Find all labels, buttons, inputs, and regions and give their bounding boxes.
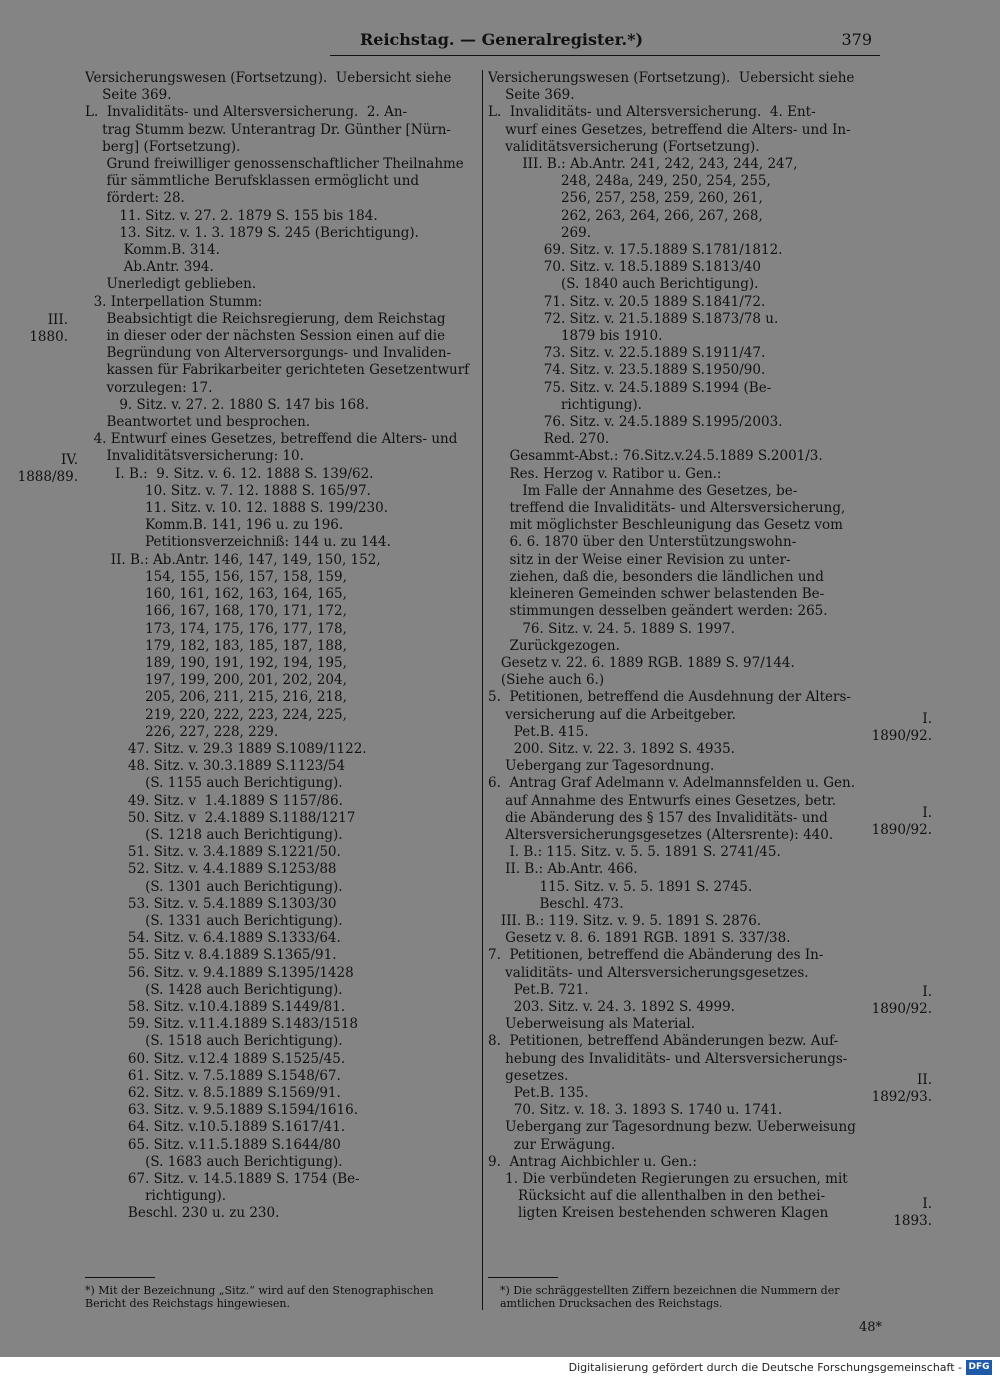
left-column-line: trag Stumm bezw. Unterantrag Dr. Günther [Nürn- bbox=[85, 121, 451, 138]
right-column-line: Ueberweisung als Material. bbox=[488, 1016, 696, 1033]
margin-note-right-1: I. 1890/92. bbox=[871, 711, 932, 744]
right-column-line: III. B.: Ab.Antr. 241, 242, 243, 244, 247, bbox=[488, 156, 798, 173]
left-column-line: 63. Sitz. v. 9.5.1889 S.1594/1616. bbox=[85, 1102, 358, 1119]
left-column-line: Komm.B. 141, 196 u. zu 196. bbox=[85, 517, 344, 534]
left-column-line: berg] (Fortsetzung). bbox=[85, 138, 241, 155]
right-column-line: 269. bbox=[488, 224, 592, 241]
left-column-line: 50. Sitz. v 2.4.1889 S.1188/1217 bbox=[85, 809, 356, 826]
left-column-line: fördert: 28. bbox=[85, 190, 185, 207]
right-column-line: 262, 263, 264, 266, 267, 268, bbox=[488, 207, 763, 224]
left-column-line: Versicherungswesen (Fortsetzung). Uebersicht siehe bbox=[85, 70, 452, 86]
right-column-line: validitäts- und Altersversicherungsgesetzes. bbox=[488, 964, 809, 981]
left-column-line: 4. Entwurf eines Gesetzes, betreffend die Alters- und bbox=[85, 431, 458, 448]
left-column-line: (S. 1428 auch Berichtigung). bbox=[85, 981, 343, 998]
right-column-line: 6. Antrag Graf Adelmann v. Adelmannsfelden u. Gen. bbox=[488, 775, 855, 792]
left-column-line: Ab.Antr. 394. bbox=[85, 259, 214, 276]
page-header bbox=[330, 28, 880, 52]
right-column-line: auf Annahme des Entwurfs eines Gesetzes, betr. bbox=[488, 792, 837, 809]
right-column-line: 248, 248a, 249, 250, 254, 255, bbox=[488, 173, 771, 190]
left-column-line: Invaliditätsversicherung: 10. bbox=[85, 448, 304, 465]
right-column-line: Pet.B. 721. bbox=[488, 981, 589, 998]
left-column-line: (S. 1218 auch Berichtigung). bbox=[85, 826, 343, 843]
left-column-line: 11. Sitz. v. 27. 2. 1879 S. 155 bis 184. bbox=[85, 207, 378, 224]
right-column-line: validitätsversicherung (Fortsetzung). bbox=[488, 138, 760, 155]
right-column-line: ziehen, daß die, besonders die ländlichen und bbox=[488, 568, 824, 585]
left-column-line: 64. Sitz. v.10.5.1889 S.1617/41. bbox=[85, 1119, 346, 1136]
right-column-line: Uebergang zur Tagesordnung. bbox=[488, 758, 715, 775]
left-column-line: 154, 155, 156, 157, 158, 159, bbox=[85, 568, 347, 585]
left-column-line: 10. Sitz. v. 7. 12. 1888 S. 165/97. bbox=[85, 482, 371, 499]
right-column-line: Rücksicht auf die allenthalben in den bethei- bbox=[488, 1188, 826, 1205]
left-column bbox=[85, 70, 475, 1223]
right-column-line: Pet.B. 135. bbox=[488, 1084, 589, 1101]
dfg-logo: DFG bbox=[966, 1360, 992, 1375]
left-column-line: Beantwortet und besprochen. bbox=[85, 414, 311, 431]
left-column-line: Grund freiwilliger genossenschaftlicher Theilnahme bbox=[85, 156, 464, 173]
right-column-line: gesetzes. bbox=[488, 1067, 569, 1084]
left-column-line: in dieser oder der nächsten Session einen auf die bbox=[85, 328, 446, 345]
right-column-line: Red. 270. bbox=[488, 431, 610, 448]
header-rule bbox=[330, 55, 880, 56]
left-column-line: I. B.: 9. Sitz. v. 6. 12. 1888 S. 139/62. bbox=[85, 465, 374, 482]
right-column-line: (S. 1840 auch Berichtigung). bbox=[488, 276, 759, 293]
left-column-line: 61. Sitz. v. 7.5.1889 S.1548/67. bbox=[85, 1067, 341, 1084]
left-column-line: (S. 1331 auch Berichtigung). bbox=[85, 912, 343, 929]
right-column-line: 72. Sitz. v. 21.5.1889 S.1873/78 u. bbox=[488, 310, 779, 327]
right-column-line: Zurückgezogen. bbox=[488, 637, 620, 654]
left-column-line: 160, 161, 162, 163, 164, 165, bbox=[85, 586, 347, 603]
right-column-line: Beschl. 473. bbox=[488, 895, 624, 912]
page-number: 379 bbox=[841, 30, 872, 49]
left-column-line: L. Invaliditäts- und Altersversicherung. 2. An- bbox=[85, 104, 408, 121]
right-column-line: 6. 6. 1870 über den Unterstützungswohn- bbox=[488, 534, 797, 551]
left-column-line: Petitionsverzeichniß: 144 u. zu 144. bbox=[85, 534, 391, 551]
left-column-line: 226, 227, 228, 229. bbox=[85, 723, 279, 740]
margin-note-right-4: II. 1892/93. bbox=[871, 1072, 932, 1105]
left-column-line: (S. 1301 auch Berichtigung). bbox=[85, 878, 343, 895]
right-column-line: Gesammt-Abst.: 76.Sitz.v.24.5.1889 S.2001/3. bbox=[488, 448, 823, 465]
right-column-line: Gesetz v. 22. 6. 1889 RGB. 1889 S. 97/144. bbox=[488, 654, 795, 671]
right-column-line: (Siehe auch 6.) bbox=[488, 672, 605, 689]
right-column-line: Gesetz v. 8. 6. 1891 RGB. 1891 S. 337/38. bbox=[488, 930, 791, 947]
left-column-line: 166, 167, 168, 170, 171, 172, bbox=[85, 603, 347, 620]
right-column-line: Pet.B. 415. bbox=[488, 723, 589, 740]
right-column-line: Res. Herzog v. Ratibor u. Gen.: bbox=[488, 465, 722, 482]
margin-note-right-3: I. 1890/92. bbox=[871, 984, 932, 1017]
left-column-line: 9. Sitz. v. 27. 2. 1880 S. 147 bis 168. bbox=[85, 396, 370, 413]
right-column-line: versicherung auf die Arbeitgeber. bbox=[488, 706, 736, 723]
footnote-right: *) Die schräggestellten Ziffern bezeichnen die Nummern der amtlichen Drucksachen des Reichstags. bbox=[500, 1284, 840, 1310]
left-column-line: Seite 369. bbox=[85, 87, 172, 104]
footnote-rule-left bbox=[85, 1277, 155, 1278]
right-column-line: 1879 bis 1910. bbox=[488, 328, 663, 345]
left-column-line: (S. 1683 auch Berichtigung). bbox=[85, 1153, 343, 1170]
margin-note-right-2: I. 1890/92. bbox=[871, 805, 932, 838]
left-column-line: 47. Sitz. v. 29.3 1889 S.1089/1122. bbox=[85, 740, 367, 757]
right-column-line: Im Falle der Annahme des Gesetzes, be- bbox=[488, 482, 798, 499]
right-column-line: 70. Sitz. v. 18. 3. 1893 S. 1740 u. 1741. bbox=[488, 1102, 783, 1119]
left-column-line: 60. Sitz. v.12.4 1889 S.1525/45. bbox=[85, 1050, 346, 1067]
right-column bbox=[488, 70, 878, 1223]
footer-credit: Digitalisierung gefördert durch die Deutsche Forschungsgemeinschaft - bbox=[568, 1361, 962, 1374]
margin-note-right-5: I. 1893. bbox=[893, 1196, 932, 1229]
right-column-line: mit möglichster Beschleunigung das Gesetz vom bbox=[488, 517, 843, 534]
right-column-line: III. B.: 119. Sitz. v. 9. 5. 1891 S. 2876. bbox=[488, 912, 762, 929]
left-column-line: 48. Sitz. v. 30.3.1889 S.1123/54 bbox=[85, 758, 346, 775]
left-column-line: (S. 1518 auch Berichtigung). bbox=[85, 1033, 343, 1050]
right-column-line: zur Erwägung. bbox=[488, 1136, 616, 1153]
left-column-line: 55. Sitz v. 8.4.1889 S.1365/91. bbox=[85, 947, 337, 964]
right-column-line: 5. Petitionen, betreffend die Ausdehnung der Alters- bbox=[488, 689, 851, 706]
footer-bar bbox=[0, 1357, 1000, 1379]
left-column-line: 13. Sitz. v. 1. 3. 1879 S. 245 (Berichtigung). bbox=[85, 224, 419, 241]
left-column-line: Beschl. 230 u. zu 230. bbox=[85, 1205, 280, 1222]
right-column-line: wurf eines Gesetzes, betreffend die Alters- und In- bbox=[488, 121, 851, 138]
right-column-line: 74. Sitz. v. 23.5.1889 S.1950/90. bbox=[488, 362, 766, 379]
left-column-line: Beabsichtigt die Reichsregierung, dem Reichstag bbox=[85, 310, 446, 327]
left-column-line: vorzulegen: 17. bbox=[85, 379, 213, 396]
right-column-line: II. B.: Ab.Antr. 466. bbox=[488, 861, 638, 878]
right-column-line: 71. Sitz. v. 20.5 1889 S.1841/72. bbox=[488, 293, 766, 310]
left-column-line: 197, 199, 200, 201, 202, 204, bbox=[85, 672, 347, 689]
signature-mark: 48* bbox=[858, 1320, 882, 1335]
right-column-line: L. Invaliditäts- und Altersversicherung. 4. Ent- bbox=[488, 104, 816, 121]
right-column-line: 70. Sitz. v. 18.5.1889 S.1813/40 bbox=[488, 259, 761, 276]
left-column-line: 52. Sitz. v. 4.4.1889 S.1253/88 bbox=[85, 861, 337, 878]
margin-note-left-1: III. 1880. bbox=[29, 312, 68, 345]
right-column-line: Seite 369. bbox=[488, 87, 575, 104]
left-column-line: 189, 190, 191, 192, 194, 195, bbox=[85, 654, 347, 671]
left-column-line: 58. Sitz. v.10.4.1889 S.1449/81. bbox=[85, 998, 346, 1015]
left-column-line: 54. Sitz. v. 6.4.1889 S.1333/64. bbox=[85, 930, 341, 947]
right-column-line: stimmungen desselben geändert werden: 265. bbox=[488, 603, 828, 620]
right-column-line: 1. Die verbündeten Regierungen zu ersuchen, mit bbox=[488, 1171, 848, 1187]
right-column-line: 115. Sitz. v. 5. 5. 1891 S. 2745. bbox=[488, 878, 753, 895]
left-column-line: 62. Sitz. v. 8.5.1889 S.1569/91. bbox=[85, 1084, 341, 1101]
left-column-line: für sämmtliche Berufsklassen ermöglicht und bbox=[85, 173, 420, 190]
right-column-line: ligten Kreisen bestehenden schweren Klagen bbox=[488, 1205, 829, 1222]
right-column-line: 8. Petitionen, betreffend Abänderungen bezw. Auf- bbox=[488, 1033, 839, 1050]
left-column-line: 173, 174, 175, 176, 177, 178, bbox=[85, 620, 347, 637]
left-column-line: 67. Sitz. v. 14.5.1889 S. 1754 (Be- bbox=[85, 1171, 360, 1187]
left-column-line: (S. 1155 auch Berichtigung). bbox=[85, 775, 343, 792]
right-column-line: 9. Antrag Aichbichler u. Gen.: bbox=[488, 1153, 697, 1170]
right-column-line: kleineren Gemeinden schwer belastenden Be- bbox=[488, 586, 825, 603]
left-column-line: 59. Sitz. v.11.4.1889 S.1483/1518 bbox=[85, 1016, 358, 1033]
right-column-line: 75. Sitz. v. 24.5.1889 S.1994 (Be- bbox=[488, 379, 772, 396]
right-column-line: Altersversicherungsgesetzes (Altersrente): 440. bbox=[488, 826, 834, 843]
left-column-line: 3. Interpellation Stumm: bbox=[85, 293, 263, 310]
right-column-line: Versicherungswesen (Fortsetzung). Uebersicht siehe bbox=[488, 70, 855, 86]
right-column-line: treffend die Invaliditäts- und Altersversicherung, bbox=[488, 500, 846, 517]
left-column-line: Unerledigt geblieben. bbox=[85, 276, 257, 293]
right-column-line: sitz in der Weise einer Revision zu unter- bbox=[488, 551, 791, 568]
left-column-line: Begründung von Alterversorgungs- und Invaliden- bbox=[85, 345, 452, 362]
column-divider bbox=[482, 70, 483, 1310]
left-column-line: richtigung). bbox=[85, 1188, 227, 1205]
right-column-line: 7. Petitionen, betreffend die Abänderung des In- bbox=[488, 947, 824, 964]
right-column-line: hebung des Invaliditäts- und Altersversicherungs- bbox=[488, 1050, 848, 1067]
right-column-line: 69. Sitz. v. 17.5.1889 S.1781/1812. bbox=[488, 242, 783, 259]
left-column-line: kassen für Fabrikarbeiter gerichteten Gesetzentwurf bbox=[85, 362, 470, 379]
right-column-line: 76. Sitz. v. 24.5.1889 S.1995/2003. bbox=[488, 414, 783, 431]
left-column-line: 11. Sitz. v. 10. 12. 1888 S. 199/230. bbox=[85, 500, 389, 517]
left-column-line: II. B.: Ab.Antr. 146, 147, 149, 150, 152, bbox=[85, 551, 381, 568]
footnote-left: *) Mit der Bezeichnung „Sitz.“ wird auf den Stenographischen Bericht des Reichstags hingewiesen. bbox=[85, 1284, 434, 1310]
right-column-line: 76. Sitz. v. 24. 5. 1889 S. 1997. bbox=[488, 620, 735, 637]
left-column-line: 219, 220, 222, 223, 224, 225, bbox=[85, 706, 347, 723]
left-column-line: 49. Sitz. v 1.4.1889 S 1157/86. bbox=[85, 792, 343, 809]
right-column-line: 203. Sitz. v. 24. 3. 1892 S. 4999. bbox=[488, 998, 735, 1015]
running-title: Reichstag. — Generalregister.*) bbox=[360, 30, 644, 49]
right-column-line: 200. Sitz. v. 22. 3. 1892 S. 4935. bbox=[488, 740, 735, 757]
left-column-line: 179, 182, 183, 185, 187, 188, bbox=[85, 637, 347, 654]
footnote-rule-right bbox=[488, 1277, 558, 1278]
left-column-line: 56. Sitz. v. 9.4.1889 S.1395/1428 bbox=[85, 964, 354, 981]
left-column-line: 53. Sitz. v. 5.4.1889 S.1303/30 bbox=[85, 895, 337, 912]
right-column-line: 73. Sitz. v. 22.5.1889 S.1911/47. bbox=[488, 345, 766, 362]
margin-note-left-2: IV. 1888/89. bbox=[17, 452, 78, 485]
left-column-line: 205, 206, 211, 215, 216, 218, bbox=[85, 689, 347, 706]
left-column-line: 51. Sitz. v. 3.4.1889 S.1221/50. bbox=[85, 844, 341, 861]
right-column-line: die Abänderung des § 157 des Invaliditäts- und bbox=[488, 809, 828, 826]
right-column-line: richtigung). bbox=[488, 396, 642, 413]
right-column-line: 256, 257, 258, 259, 260, 261, bbox=[488, 190, 763, 207]
right-column-line: I. B.: 115. Sitz. v. 5. 5. 1891 S. 2741/45. bbox=[488, 844, 781, 861]
left-column-line: Komm.B. 314. bbox=[85, 242, 220, 259]
right-column-line: Uebergang zur Tagesordnung bezw. Ueberweisung bbox=[488, 1119, 856, 1136]
left-column-line: 65. Sitz. v.11.5.1889 S.1644/80 bbox=[85, 1136, 341, 1153]
